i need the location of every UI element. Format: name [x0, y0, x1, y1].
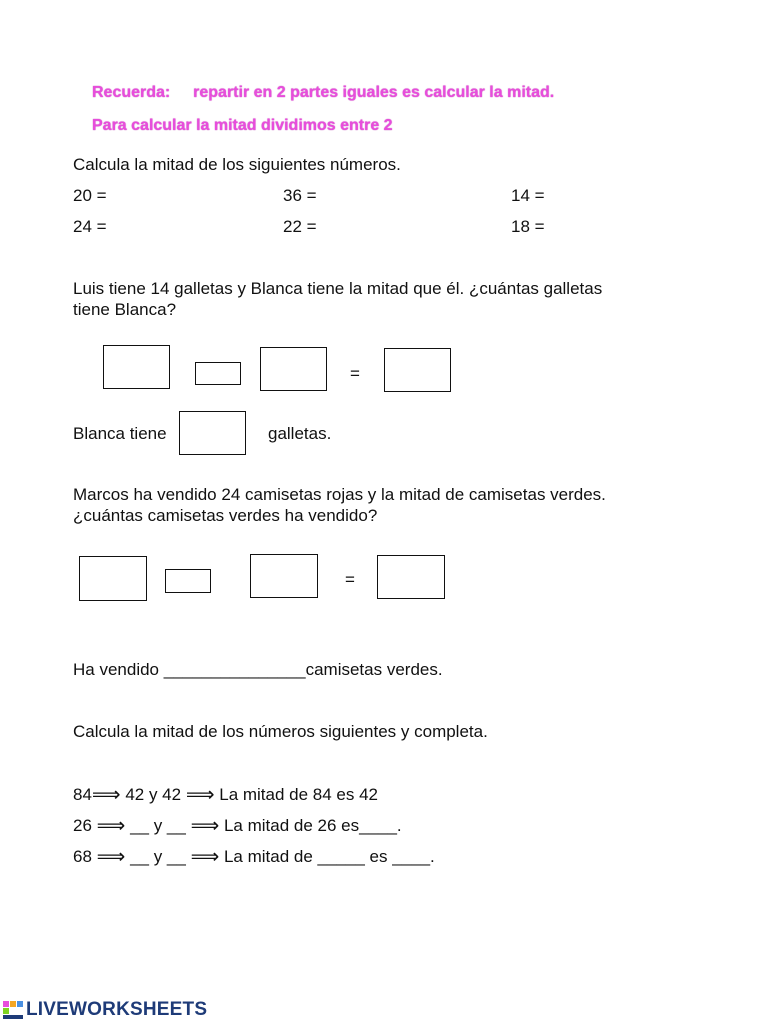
answer-suffix: camisetas verdes. [305, 660, 443, 679]
result-box[interactable] [384, 348, 451, 392]
exercise1-instruction: Calcula la mitad de los siguientes números. [73, 155, 401, 174]
reminder-line-2: Para calcular la mitad dividimos entre 2 [92, 117, 393, 134]
reminder-label: Recuerda: [92, 84, 171, 101]
row-number: 26 [73, 816, 92, 835]
answer-blank[interactable]: _______________ [163, 660, 306, 679]
exercise1-item[interactable]: 20 = [73, 186, 107, 205]
exercise4-instruction: Calcula la mitad de los números siguientes y completa. [73, 722, 488, 741]
double-arrow-icon: ⟹ [96, 815, 126, 837]
exercise1-item[interactable]: 22 = [283, 217, 317, 236]
operator-box[interactable] [195, 362, 241, 385]
row-split: 42 y 42 [125, 785, 182, 804]
exercise4-row[interactable] [73, 815, 402, 836]
row-sentence[interactable]: La mitad de 26 es____. [223, 816, 402, 835]
answer-suffix: galletas. [268, 424, 332, 443]
equals-sign: = [345, 570, 355, 589]
reminder-line-1 [92, 84, 554, 102]
operand-box-1[interactable] [103, 345, 170, 389]
answer-prefix: Ha vendido [73, 660, 160, 679]
row-split[interactable]: __ y __ [130, 847, 186, 866]
exercise4-row [73, 784, 378, 805]
row-number: 84 [73, 785, 92, 804]
exercise3-answer [73, 660, 443, 680]
exercise1-item[interactable]: 14 = [511, 186, 545, 205]
liveworksheets-icon [2, 999, 24, 1021]
row-sentence: La mitad de 84 es 42 [219, 785, 379, 804]
double-arrow-icon: ⟹ [91, 784, 121, 806]
result-box[interactable] [377, 555, 445, 599]
exercise4-row[interactable] [73, 846, 435, 867]
exercise3-question-line2: ¿cuántas camisetas verdes ha vendido? [73, 506, 378, 525]
row-sentence[interactable]: La mitad de _____ es ____. [223, 847, 435, 866]
operand-box-2[interactable] [250, 554, 318, 598]
exercise1-item[interactable]: 18 = [511, 217, 545, 236]
double-arrow-icon: ⟹ [96, 846, 126, 868]
row-split[interactable]: __ y __ [130, 816, 186, 835]
row-number: 68 [73, 847, 92, 866]
exercise3-question-line1: Marcos ha vendido 24 camisetas rojas y la mitad de camisetas verdes. [73, 485, 606, 504]
answer-prefix: Blanca tiene [73, 424, 167, 443]
exercise1-item[interactable]: 24 = [73, 217, 107, 236]
operand-box-1[interactable] [79, 556, 147, 601]
exercise1-item[interactable]: 36 = [283, 186, 317, 205]
operator-box[interactable] [165, 569, 211, 593]
operand-box-2[interactable] [260, 347, 327, 391]
exercise2-question-line1: Luis tiene 14 galletas y Blanca tiene la mitad que él. ¿cuántas galletas [73, 279, 603, 298]
double-arrow-icon: ⟹ [185, 784, 215, 806]
answer-box[interactable] [179, 411, 246, 455]
logo-text: LIVEWORKSHEETS [26, 999, 208, 1020]
equals-sign: = [350, 364, 360, 383]
double-arrow-icon: ⟹ [190, 815, 220, 837]
exercise2-question-line2: tiene Blanca? [73, 300, 177, 319]
double-arrow-icon: ⟹ [190, 846, 220, 868]
reminder-text: repartir en 2 partes iguales es calcular la mitad. [193, 84, 555, 101]
liveworksheets-logo [2, 998, 222, 1022]
